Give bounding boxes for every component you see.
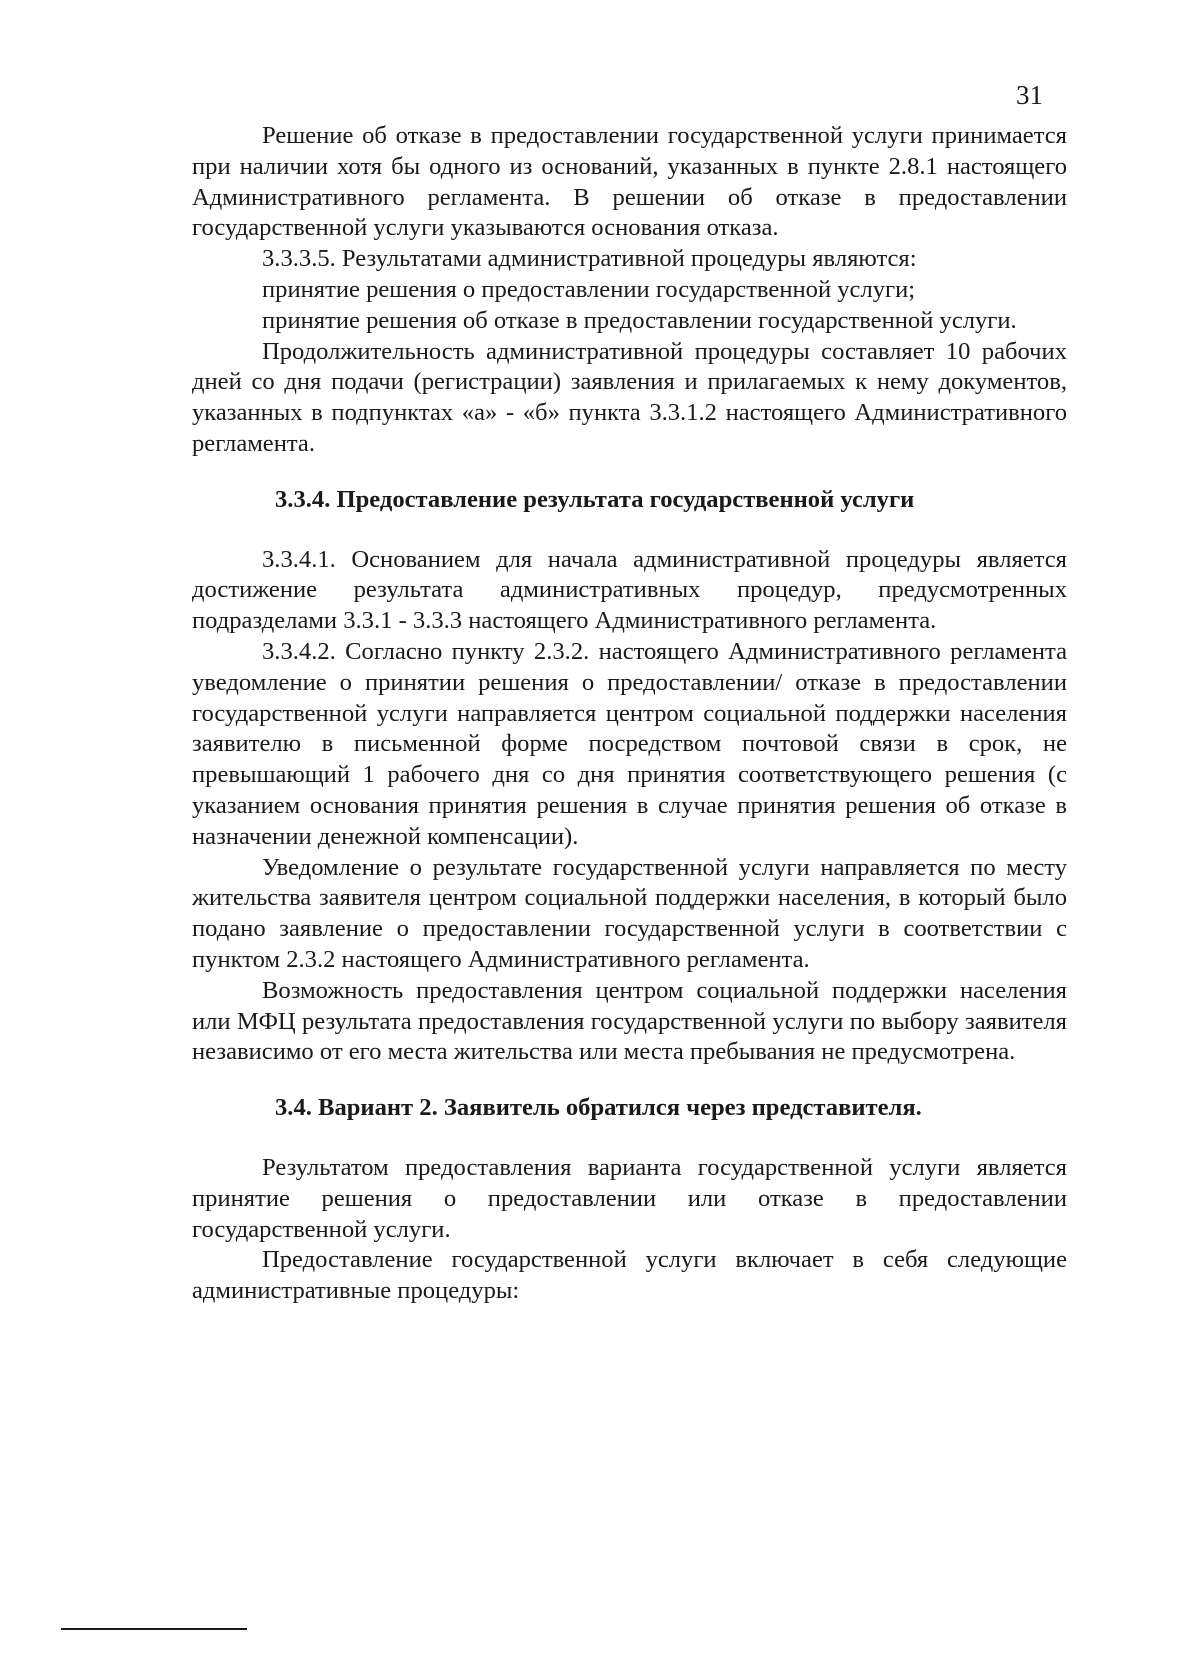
spacer <box>192 516 1067 545</box>
paragraph-procedures-intro: Предоставление государственной услуги включает в себя следующие административные процедуры: <box>192 1246 1067 1305</box>
paragraph-3-3-4-1: 3.3.4.1. Основанием для начала административной процедуры является достижение результата административных процедур, предусмотренных подразделами 3.3.1 - 3.3.3 настоящего Административного регламента. <box>192 545 1067 635</box>
section-heading-3-3-4: 3.3.4. Предоставление результата государственной услуги <box>275 485 915 513</box>
footnote-separator-line <box>61 1628 247 1630</box>
paragraph-duration: Продолжительность административной процедуры составляет 10 рабочих дней со дня подачи (регистрации) заявления и прилагаемых к нему документов, указанных в подпунктах «а» - «б» пункта 3.3.1.2 настоящего Административного регламента. <box>192 337 1067 457</box>
page-number: 31 <box>1016 80 1043 110</box>
spacer <box>192 1068 1067 1093</box>
paragraph-results-intro: 3.3.3.5. Результатами административной процедуры являются: <box>262 245 917 273</box>
section-heading-3-4: 3.4. Вариант 2. Заявитель обратился через представителя. <box>275 1094 922 1122</box>
paragraph-refusal-decision: Решение об отказе в предоставлении государственной услуги принимается при наличии хотя бы одного из оснований, указанных в пункте 2.8.1 настоящего Административного регламента. В решении об отказе в предоставлении государственной услуги указываются основания отказа. <box>192 122 1067 242</box>
paragraph-3-3-4-2: 3.3.4.2. Согласно пункту 2.3.2. настоящего Административного регламента уведомление о принятии решения о предоставлении/ отказе в предоставлении государственной услуги направляется центром социальной поддержки населения заявителю в письменной форме посредством почтовой связи в срок, не превышающий 1 рабочего дня со дня принятия соответствующего решения (с указанием основания принятия решения в случае принятия решения об отказе в назначении денежной компенсации). <box>192 637 1067 850</box>
spacer <box>192 460 1067 485</box>
paragraph-notification: Уведомление о результате государственной услуги направляется по месту жительства заявителя центром социальной поддержки населения, в который было подано заявление о предоставлении государственной услуги в соответствии с пунктом 2.3.2 настоящего Административного регламента. <box>192 853 1067 973</box>
paragraph-result-refusal: принятие решения об отказе в предоставлении государственной услуги. <box>262 306 1017 334</box>
paragraph-possibility: Возможность предоставления центром социальной поддержки населения или МФЦ результата предоставления государственной услуги по выбору заявителя независимо от его места жительства или места пребывания не предусмотрена. <box>192 976 1067 1066</box>
document-body <box>192 121 1067 1307</box>
paragraph-result-grant: принятие решения о предоставлении государственной услуги; <box>262 275 916 303</box>
spacer <box>192 1124 1067 1153</box>
paragraph-variant-result: Результатом предоставления варианта государственной услуги является принятие решения о предоставлении или отказе в предоставлении государственной услуги. <box>192 1153 1067 1243</box>
